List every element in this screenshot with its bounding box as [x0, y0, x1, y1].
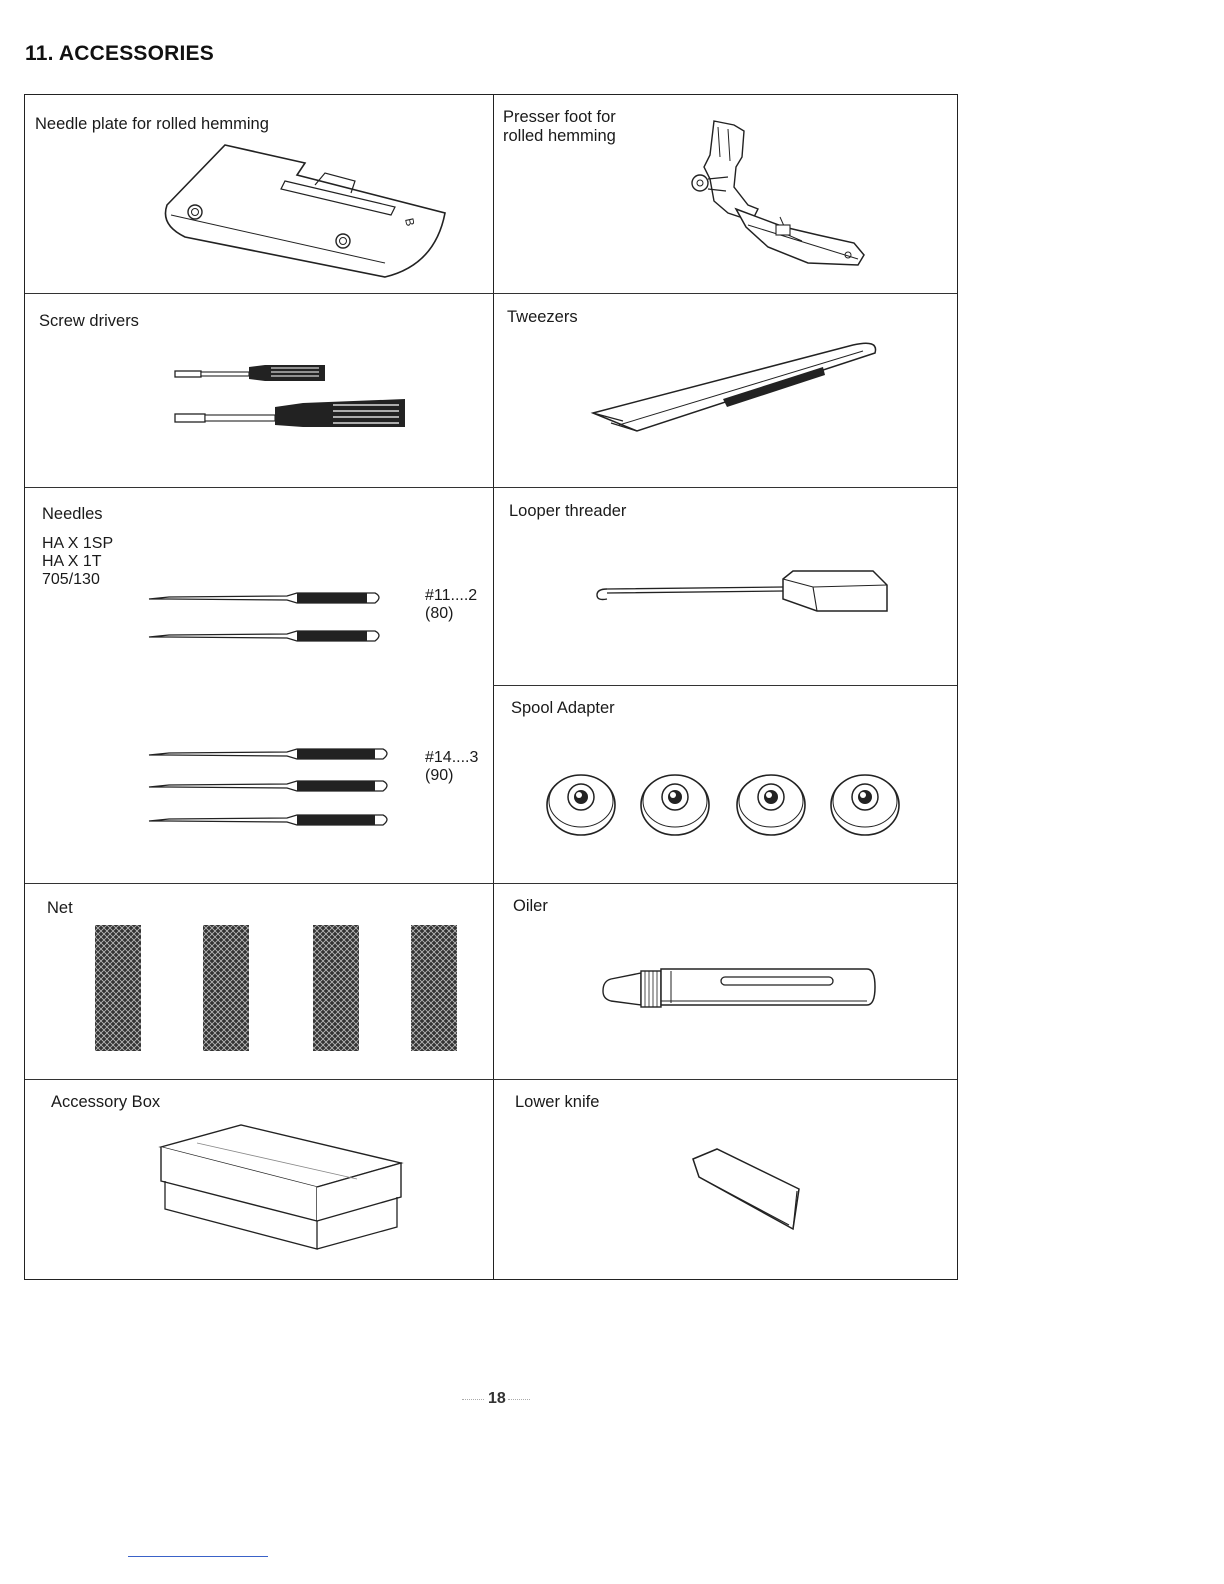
- needle-plate-icon: [155, 145, 455, 285]
- needle-icon: [149, 749, 387, 759]
- cell-needle-plate: [25, 95, 493, 293]
- net-label: Net: [47, 899, 73, 917]
- svg-text:B: B: [402, 216, 418, 228]
- cell-spool-adapter: [493, 685, 957, 883]
- needles-group-1-icon: [147, 583, 387, 643]
- needle-icon: [149, 815, 387, 825]
- spool-adapter-icon: [547, 775, 615, 835]
- needle-size-2: #14....3: [425, 749, 479, 766]
- spool-adapters-icon: [545, 767, 925, 847]
- cell-accessory-box: [25, 1079, 493, 1279]
- oiler-icon: [601, 965, 891, 1025]
- needle-icon: [149, 631, 379, 641]
- presser-foot-label: Presser foot for rolled hemming: [503, 108, 616, 145]
- tweezers-icon: [593, 337, 903, 447]
- needles-label: Needles: [42, 505, 103, 523]
- section-title: 11. ACCESSORIES: [25, 42, 214, 65]
- cell-net: [25, 883, 493, 1079]
- net-icon: [411, 925, 457, 1051]
- net-icon: [203, 925, 249, 1051]
- accessories-table: [24, 94, 958, 1280]
- needle-plate-label: Needle plate for rolled hemming: [35, 115, 269, 133]
- cell-looper-threader: [493, 487, 957, 685]
- screw-drivers-icon: [173, 359, 413, 439]
- accessory-box-label: Accessory Box: [51, 1093, 161, 1111]
- needle-type-3: 705/130: [42, 571, 100, 588]
- needle-metric-2: (90): [425, 767, 454, 784]
- needle-size-1: #11....2: [425, 587, 478, 604]
- spool-adapter-icon: [831, 775, 899, 835]
- screw-drivers-label: Screw drivers: [39, 312, 139, 330]
- footer-rule: [128, 1556, 268, 1557]
- cell-presser-foot: [493, 95, 957, 293]
- net-icon: [95, 925, 141, 1051]
- needles-group-2-icon: [147, 739, 397, 839]
- cell-oiler: [493, 883, 957, 1079]
- presser-foot-icon: [688, 117, 888, 277]
- cell-tweezers: [493, 293, 957, 487]
- net-icon: [313, 925, 359, 1051]
- lower-knife-label: Lower knife: [515, 1093, 600, 1111]
- page-number: 18: [488, 1390, 506, 1407]
- cell-screw-drivers: [25, 293, 493, 487]
- needle-type-2: HA X 1T: [42, 553, 102, 570]
- spool-adapter-label: Spool Adapter: [511, 699, 615, 717]
- cell-lower-knife: [493, 1079, 957, 1279]
- spool-adapter-icon: [641, 775, 709, 835]
- needle-icon: [149, 781, 387, 791]
- oiler-label: Oiler: [513, 897, 548, 915]
- cell-needles: [25, 487, 493, 883]
- looper-threader-icon: [593, 569, 903, 629]
- lower-knife-icon: [689, 1143, 819, 1243]
- looper-threader-label: Looper threader: [509, 502, 627, 520]
- tweezers-label: Tweezers: [507, 308, 578, 326]
- needle-metric-1: (80): [425, 605, 454, 622]
- needle-type-1: HA X 1SP: [42, 535, 114, 552]
- accessory-box-icon: [157, 1123, 417, 1263]
- needle-icon: [149, 593, 379, 603]
- spool-adapter-icon: [737, 775, 805, 835]
- nets-icon: [95, 925, 475, 1065]
